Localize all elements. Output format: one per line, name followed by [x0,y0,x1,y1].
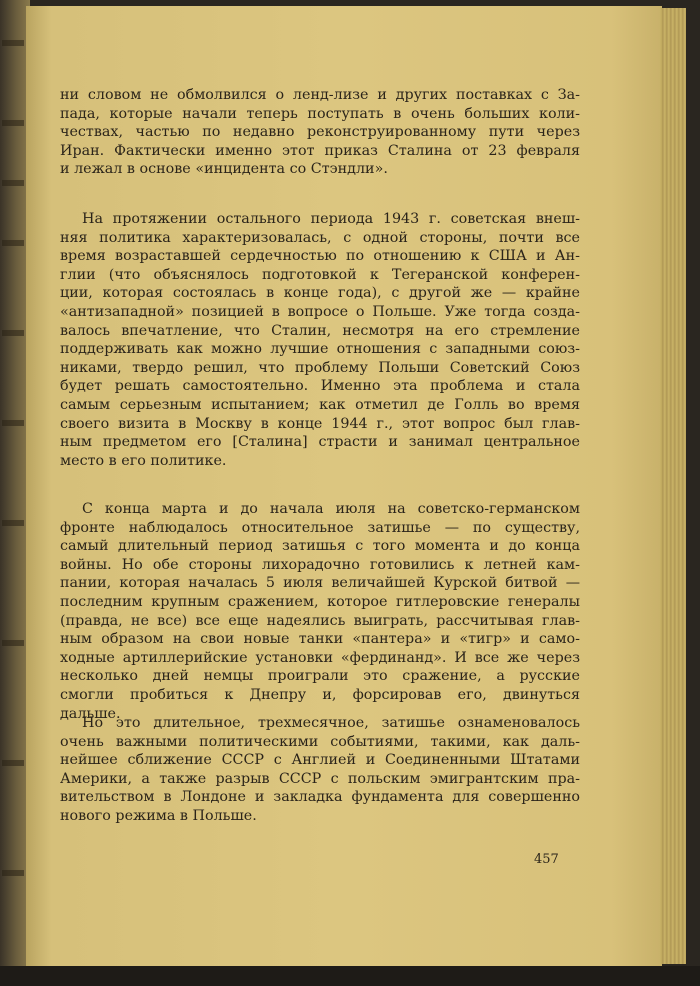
text-line: ни словом не обмолвился о ленд-лизе и других поставках с За- [60,87,580,103]
text-line: поддерживать как можно лучшие отношения с западными союз- [60,341,580,358]
text-line: своего визита в Москву в конце 1944 г., этот вопрос был глав- [60,415,580,432]
text-line: ным образом на свои новые танки «пантера» и «тигр» и само- [60,631,580,648]
paragraph-3 [60,500,580,723]
text-line: будет решать самостоятельно. Именно эта проблема и стала [60,378,580,395]
background-surface [0,966,700,986]
text-line: чествах, частью по недавно реконструированному пути через [60,124,580,141]
text-line: Иран. Фактически именно этот приказ Сталина от 23 февраля [60,142,580,159]
facing-page-text-fragment [2,870,24,876]
text-line: время возраставшей сердечностью по отношению к США и Ан- [60,248,580,265]
paragraph-2 [60,210,580,470]
text-line: самым серьезным испытанием; как отметил де Голль во время [60,396,580,413]
text-line: С конца марта и до начала июля на советско-германском [82,501,580,517]
page-stack-edges [660,8,686,964]
text-line: нового режима в Польше. [60,807,257,824]
text-line: никами, твердо решил, что проблему Польши Советский Союз [60,359,580,376]
text-line: самый длительный период затишья с того момента и до конца [60,538,580,555]
facing-page-text-fragment [2,330,24,336]
facing-page-text-fragment [2,420,24,426]
text-line: «антизападной» позицией в вопросе о Польше. Уже тогда созда- [60,303,580,320]
facing-page-text-fragment [2,120,24,126]
text-line: пании, которая началась 5 июля величайшей Курской битвой — [60,575,580,592]
text-line: (правда, не все) все еще надеялись выиграть, рассчитывая глав- [60,612,580,629]
page-number: 457 [534,852,559,867]
paragraph-1 [60,86,580,179]
text-line: вительством в Лондоне и закладка фундамента для совершенно [60,789,580,806]
text-line: ходные артиллерийские установки «фердинанд». И все же через [60,649,580,666]
text-line: На протяжении остального периода 1943 г. советская внеш- [82,211,580,227]
text-line: пада, которые начали теперь поступать в очень больших коли- [60,105,580,122]
text-line: ции, которая состоялась в конце года), с другой же — крайне [60,285,580,302]
facing-page-text-fragment [2,760,24,766]
facing-page-text-fragment [2,240,24,246]
facing-page-text-fragment [2,40,24,46]
text-line: место в его политике. [60,452,227,469]
text-line: последним крупным сражением, которое гитлеровские генералы [60,593,580,610]
text-line: очень важными политическими событиями, такими, как даль- [60,733,580,750]
text-line: ным предметом его [Сталина] страсти и занимал центральное [60,434,580,451]
text-line: фронте наблюдалось относительное затишье — по существу, [60,519,580,536]
text-line: и лежал в основе «инцидента со Стэндли». [60,161,388,178]
text-line: войны. Но обе стороны лихорадочно готовились к летней кам- [60,556,580,573]
text-line: валось впечатление, что Сталин, несмотря на его стремление [60,322,580,339]
paragraph-4 [60,714,580,826]
facing-page-text-fragment [2,520,24,526]
text-line: нейшее сближение СССР с Англией и Соединенными Штатами [60,752,580,769]
text-line: глии (что объяснялось подготовкой к Тегеранской конферен- [60,266,580,283]
text-line: няя политика характеризовалась, с одной стороны, почти все [60,229,580,246]
facing-page-text-fragment [2,640,24,646]
text-line: дальше. [60,705,121,722]
text-line: несколько дней немцы проиграли это сражение, а русские [60,668,580,685]
facing-page-text-fragment [2,180,24,186]
text-line: Но это длительное, трехмесячное, затишье ознаменовалось [82,715,580,731]
text-line: смогли пробиться к Днепру и, форсировав его, двинуться [60,686,580,703]
text-line: Америки, а также разрыв СССР с польским эмигрантским пра- [60,770,580,787]
